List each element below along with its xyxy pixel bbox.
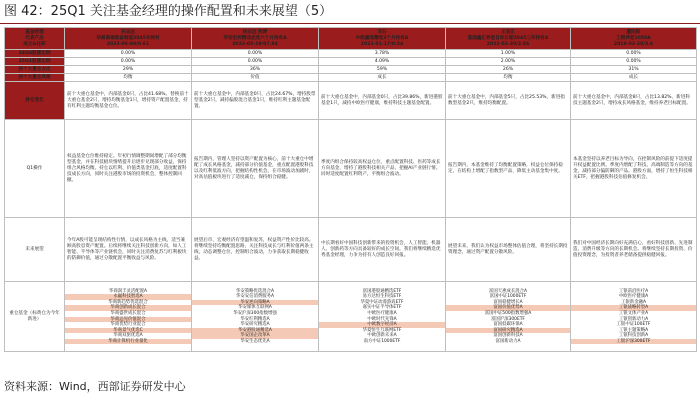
q25-value: 0.00% — [65, 58, 192, 66]
q25-value: 2.00% — [446, 58, 571, 66]
holding-item: 富国研究精选A — [446, 328, 570, 334]
holding-item: 嘉实中证半导体ETF — [319, 305, 445, 311]
holding-item: 华安红利精选A — [192, 317, 318, 323]
row-label-q24: 24Q4股票比例 — [5, 50, 65, 58]
holding-item: 易方达恒生科技ETF — [319, 294, 445, 300]
holding-item: 华商盛世成长混合 — [65, 311, 191, 317]
col-header-2: 杨志远 陈博 华安宏利精选优选六个月持有A 2023-05-19/07.84 — [192, 28, 319, 50]
row-label-outlook: 未来展望 — [5, 218, 65, 282]
holding-item: 工银文体产业A — [571, 311, 696, 317]
top10-value: 31% — [571, 66, 697, 74]
q25-value: 0.00% — [571, 58, 697, 66]
title-rule — [0, 23, 700, 24]
q1ops-text: 权益基金仓位维持稳定。年初行情调整期间增配了部分均衡型基金，并在科技板块情绪提升后逐步兑现部分收益，保持组合风格均衡。持仓以红利、价值类基金打底，适度配置科技成长方向，同时关注港股市场的投资机会，整体控制回撤。 — [65, 120, 192, 218]
holding-item: 工银创新动力A — [571, 317, 696, 323]
holding-item: 华安逆向策略A — [192, 300, 318, 306]
holding-item: 工银沪深300ETF — [571, 339, 696, 345]
holding-item: 中欧时代先锋A — [319, 317, 445, 323]
q24-value: 0.00% — [192, 50, 319, 58]
q24-row — [5, 50, 697, 58]
col-header-5: 董阳阳 工银养老2050A 2019-03-28/3.6 — [571, 28, 697, 50]
holding-item: 富国创新科技A — [446, 333, 570, 339]
holding-item: 华商双驱优选A — [65, 333, 191, 339]
holding-item: 华安沪深300指数增强 — [192, 311, 318, 317]
holding-item: 富国低碳环保A — [446, 322, 570, 328]
holding-item: 华安媒体互联网A — [192, 305, 318, 311]
change-text: 前十大重仓基金中，内部基金0只，占比24.67%，增持股票型基金2只，减持偏股混合基金1只，维持红利主题基金配置。 — [192, 82, 319, 120]
outlook-text: 我们对中国经济长期向好充满信心，看好科技创新、先进制造、消费升级等方向的长期机会。将继续坚持长期投资、价值投资理念，为投资者养老储备提供稳健回报。 — [571, 218, 697, 282]
holding-item: 工银新金融A — [571, 300, 696, 306]
q1ops-text: 本基金坚持以养老目标为导向，在控制风险的前提下适度提升权益配置比例。季度内增配了科技、高端制造等方向的基金，减持部分偏防御的产品。港股方面，增持了恒生科技相关ETF，把握港股科技估值修复机会。 — [571, 120, 697, 218]
holdings-list-3 — [319, 282, 446, 352]
style-value: 价值 — [192, 74, 319, 82]
top10-value: 36% — [192, 66, 319, 74]
holding-item: 华夏恒生互联网ETF — [319, 328, 445, 334]
holding-item: 华商计算机行业量化 — [65, 339, 191, 345]
holding-item: 永赢科技智选A — [65, 294, 191, 300]
top10-value: 29% — [65, 66, 192, 74]
q24-value: 3.78% — [319, 50, 446, 58]
outlook-text: 展望未来，我们认为权益市场整体估值合理，将坚持长期投资理念，通过资产配置分散风险。 — [446, 218, 571, 282]
manager-table — [4, 27, 697, 352]
holdings-list-4 — [446, 282, 571, 352]
holding-item: 工银战略转型A — [571, 305, 696, 311]
holding-item: 华夏中证动漫游戏ETF — [319, 300, 445, 306]
q25-value: 0.00% — [192, 58, 319, 66]
top10-row — [5, 66, 697, 74]
holding-item: 工银科技创新A — [571, 333, 696, 339]
change-text: 前十大重仓基金中，内部基金0只，占比41.68%。替换前十大重仓基金2只，增持均衡基金1只，增持资产配置基金，持有红利主题均衡基金仓位。 — [65, 82, 192, 120]
holding-item: 华安生态优先A — [192, 339, 318, 345]
col-header-4: 王君正 富国鑫汇养老目标日期2045三年持有A 2022-03-30/2.06 — [446, 28, 571, 50]
row-label-style: 前十大重仓风格 — [5, 74, 65, 82]
holding-item: 中欧数字经济A — [319, 322, 445, 328]
row-label-q25: 25Q1股票比例 — [5, 58, 65, 66]
q1ops-row — [5, 120, 697, 218]
holding-item: 富国沪深300ETF — [446, 317, 570, 323]
q24-value: 0.00% — [65, 50, 192, 58]
q24-value: 0.00% — [571, 50, 697, 58]
holding-item: 工银主题策略A — [571, 328, 696, 334]
holding-item: 华安策略优选混合A — [192, 289, 318, 295]
row-label-top10: 前十大重仓占比 — [5, 66, 65, 74]
holding-item: 富国中证1000ETF — [446, 294, 570, 300]
holding-item: 工银中证100ETF — [571, 322, 696, 328]
change-text: 前十大重仓基金中，内部基金8只，占比13.82%，新进科技主题基金2只，增持成长风格基金，维持养老目标配置。 — [571, 82, 697, 120]
q1ops-text: 季度内组合保持较高权益仓位，重点配置科技、医药等成长方向基金，增持了港股科技相关产品，把握AI产业链行情。同时适度配置红利资产，平衡组合波动。 — [319, 120, 446, 218]
row-label-heavy: 重仓基金（标黄仓为今年新进） — [5, 282, 65, 352]
q1ops-text: 报告期内，管理人坚持以资产配置为核心，前十大重仓中增配了成长风格基金，减持部分价值基金，重点配置港股科技以及红利低波方向，把握结构性机会。在市场波动加剧时，对高估值板块进行了适度减仓，保持组合稳健。 — [192, 120, 319, 218]
outlook-row — [5, 218, 697, 282]
header-row — [5, 28, 697, 50]
row-label-header: 基金经理 代表产品 成立&任职 — [5, 28, 65, 50]
holding-item: 中欧医疗健康A — [571, 294, 696, 300]
row-label-q1ops: Q1操作 — [5, 120, 65, 218]
holding-item: 南方中证1000ETF — [319, 339, 445, 345]
holdings-list-1 — [65, 282, 192, 352]
holding-item: 华安安信消费服务A — [192, 294, 318, 300]
holdings-row — [5, 282, 697, 352]
holding-item: 富国中证500指数增强A — [446, 311, 570, 317]
holdings-list-5 — [571, 282, 697, 352]
style-row — [5, 74, 697, 82]
figure-title: 图 42：25Q1 关注基金经理的操作配置和未来展望（5） — [4, 4, 333, 19]
holding-item: 华安研究精选A — [192, 322, 318, 328]
holding-item: 富国价值优势A — [446, 305, 570, 311]
style-value: 成长 — [319, 74, 446, 82]
holding-item: 华商润丰灵活配置A — [65, 289, 191, 295]
holdings-list-2 — [192, 282, 319, 352]
top10-value: 26% — [446, 66, 571, 74]
holding-item: 华商景气优选C — [65, 328, 191, 334]
holding-item: 工银前沿医疗A — [571, 289, 696, 295]
holding-item: 富国新动力A — [446, 339, 570, 345]
outlook-text: 展望后市，宏观经济有望温和复苏，权益资产性价比较高。将继续坚持均衡配置思路，关注科技成长与红利价值两条主线，动态调整仓位，控制组合波动，力争获取长期稳健收益。 — [192, 218, 319, 282]
change-text: 前十大重仓基金中，内部基金0只，占比39.86%，新进港股基金1只，减持中欧医疗健康，维持科技主题基金配置。 — [319, 82, 446, 120]
holding-item: 华商新趋势优选混合 — [65, 300, 191, 306]
holding-item: 富国稳健增长A — [446, 300, 570, 306]
col-header-3: 邓石 中欧嘉选精选3个月持有A 2023-01-17/0.54 — [319, 28, 446, 50]
outlook-text: 今年A股可能呈现结构性行情，以成长风格为主线，适当兼顾高股息资产配置。后续将继续关注科技创新方向，如人工智能、半导体等产业链机会，同时关注消费复苏与红利板块的防御价值，通过分散配置平衡收益与风险。 — [65, 218, 192, 282]
outlook-text: 中长期看好中国科技创新带来的投资机会，人工智能、机器人、创新药等方向具备较好的成长空间。我们将继续精选优秀基金经理，力争为持有人创造良好回报。 — [319, 218, 446, 282]
holding-item: 华安国企改革A — [192, 333, 318, 339]
q25-row — [5, 58, 697, 66]
change-text: 前十大重仓基金中，内部基金5只，占比25.53%，新进指数型基金2只，维持均衡配置。 — [446, 82, 571, 120]
holding-item: 中欧创新未来A — [319, 333, 445, 339]
source-note: 资料来源：Wind，西部证券研发中心 — [4, 380, 186, 393]
col-header-1: 孙志远 华商高端装备制造2045年持有 2023-06-09/0.61 — [65, 28, 192, 50]
q25-value: 4.09% — [319, 58, 446, 66]
style-value: 均衡 — [65, 74, 192, 82]
holding-item: 华商远见价值混合 — [65, 317, 191, 323]
row-label-change: 持仓变化 — [5, 82, 65, 120]
holding-item: 中欧医疗健康A — [319, 311, 445, 317]
holding-item: 华商优势行业混合 — [65, 322, 191, 328]
style-value: 均衡 — [446, 74, 571, 82]
change-row — [5, 82, 697, 120]
q24-value: 1.00% — [446, 50, 571, 58]
q1ops-text: 报告期内，本基金维持了均衡配置策略，权益仓位保持稳定，在结构上增配了指数型产品，降低主动基金集中度。 — [446, 120, 571, 218]
holding-item: 富国港股通精选ETF — [319, 289, 445, 295]
holding-item: 富国天惠成长混合A — [446, 289, 570, 295]
holding-item: 华安港股通精选A — [192, 328, 318, 334]
style-value: 成长 — [571, 74, 697, 82]
top10-value: 59% — [319, 66, 446, 74]
holding-item: 华商创新成长混合 — [65, 305, 191, 311]
